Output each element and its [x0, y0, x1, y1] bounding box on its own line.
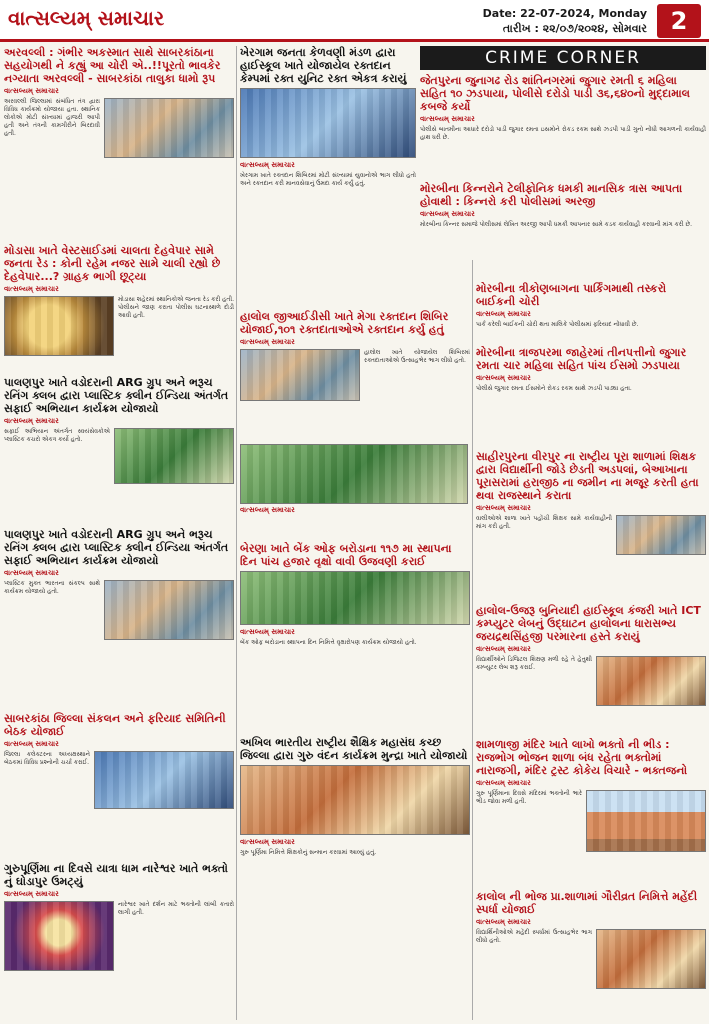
- story-body: બેંક ઓફ બરોડાના સ્થાપના દિન નિમિત્તે વૃક્ષારોપણ કાર્યક્રમ યોજાયો હતો.: [240, 639, 417, 646]
- story-body: વિદ્યાર્થિનીઓએ મહેંદી સ્પર્ધામાં ઉત્સાહભેર ભાગ લીધો હતો.: [476, 929, 592, 944]
- byline: વાત્સલ્યમ્ સમાચાર: [420, 210, 475, 218]
- headline: સાબરકાંઠા જિલ્લા સંકલન અને ફરિયાદ સમિતિની બેઠક યોજાઈ: [4, 712, 226, 738]
- headline: મોરબીના કિન્નરોને ટેલીફોનિક ધમકી માનસિક ત્રાસ આપતા હોવાથી : કિન્નરો કરી પોલીસમાં અરજી: [420, 182, 683, 208]
- story-body: પાર્ક કરેલી બાઈકની ચોરી થતા માલિકે પોલીસમાં ફરિયાદ નોંધાવી છે.: [476, 321, 639, 328]
- crime-corner-banner: CRIME CORNER: [420, 46, 706, 70]
- story-photo: [586, 790, 706, 852]
- story-body: ગુરુ પૂર્ણિમા નિમિત્તે શિક્ષકોનું સન્માન કરવામાં આવ્યું હતું.: [240, 849, 377, 856]
- headline: હાલોલ જીઆઈડીસી ખાતે મેગા રક્તદાન શિબિર યોજાઈ,૧૦૧ રક્તદાતાઓએ રક્તદાન કર્યુ હતું: [240, 310, 449, 336]
- story-body: વિદ્યાર્થીઓને ડિજિટલ શિક્ષણ મળી રહે તે હેતુથી કમ્પ્યુટર લેબ શરૂ કરાઈ.: [476, 656, 592, 671]
- byline: વાત્સલ્યમ્ સમાચાર: [4, 740, 59, 748]
- story-morbi-trajpar: [476, 346, 706, 446]
- story-bank-of-baroda: [240, 542, 470, 672]
- story-photo: [616, 515, 706, 555]
- headline: શામળાજી મંદિર ખાતે લાખો ભક્તો ની ભીડ : રાજભોગ ભોજન શાળા બંધ રહેતા ભક્તોમાં નારાજગી, મંદિર ટ્રસ્ટ કોકેય વિચારે - ભક્તજનો: [476, 738, 688, 777]
- story-halol-blood: [240, 310, 470, 440]
- headline: ખેરગામ જનતા કેળવણી મંડળ દ્વારા હાઈસ્કૂલ ખાતે યોજાયેલ રક્તદાન કેમ્પમાં રક્ત યુનિટ રક્ત એકત્ર કરાયું: [240, 46, 407, 85]
- headline: હાલોલ-ઉજરૂ બુનિયાદી હાઈસ્કૂલ કંજરી ખાતે ICT કમ્પ્યુટર લેબનું ઉદ્ઘાટન હાલોલના ધારાસભ્ય જયદ્રથસિંહજી પરમારના હસ્તે કરાયું: [476, 604, 701, 643]
- byline: વાત્સલ્યમ્ સમાચાર: [476, 374, 531, 382]
- story-photo: [240, 571, 470, 625]
- story-aravalli: [4, 46, 234, 242]
- headline: મોડાસા ખાતે વેસ્ટસાઈડમાં ચાલતા દેહવેપાર સામે જનતા રેડ : કોની રહેમ નજર સામે ચાલી રહ્યો છે દેહવેપાર...? ગ્રાહક ભાગી છૂટ્યા: [4, 244, 221, 283]
- byline: વાત્સલ્યમ્ સમાચાર: [476, 918, 531, 926]
- headline: કાલોલ ની ભોજ પ્રા.શાળામાં ગૌરીવ્રત નિમિત્તે મહેંદી સ્પર્ધા યોજાઈ: [476, 890, 698, 916]
- headline: મોરબીના ત્રીકોણબાગના પાર્કિંગમાથી તસ્કરો બાઈકની ચોરી: [476, 282, 667, 308]
- byline: વાત્સલ્યમ્ સમાચાર: [4, 890, 59, 898]
- story-khergam: [240, 46, 416, 306]
- headline: મોરબીના ત્રાજપરમા જાહેરમાં તીનપત્તીનો જુગાર રમતા ચાર મહિલા સહિત પાંચ ઈસમો ઝડપાયા: [476, 346, 687, 372]
- story-morbi-kinnar: [420, 182, 706, 278]
- story-body: મોરબીના કિન્નર સમાજે પોલીસમાં લેખિત અરજી આપી ધમકી આપનાર સામે કડક કાર્યવાહી કરવાની માંગ કરી છે.: [420, 221, 693, 228]
- byline: વાત્સલ્યમ્ સમાચાર: [476, 645, 531, 653]
- story-shamlaji: [476, 738, 706, 886]
- story-body: પોલીસે જુગાર રમતા ઈસમોને રોકડ રકમ સાથે ઝડપી પાડ્યા હતા.: [476, 385, 632, 392]
- byline: વાત્સલ્યમ્ સમાચાર: [240, 628, 295, 636]
- story-body: અરવલ્લી જિલ્લામાં સંબંધિત તંત્ર દ્વારા વિવિધ કાર્યક્રમો યોજાયા હતા. સ્થાનિક લોકોએ મોટી સંખ્યામાં હાજરી આપી હતી અને તંત્રની કામગીરીને બિરદાવી હતી.: [4, 98, 100, 137]
- column-rule: [472, 260, 473, 1020]
- story-kalol-mehndi: [476, 890, 706, 1020]
- story-photo: [240, 349, 360, 401]
- byline: વાત્સલ્યમ્ સમાચાર: [476, 779, 531, 787]
- story-photo: [4, 296, 114, 356]
- story-palanpur-1: [4, 376, 234, 524]
- newspaper-title: વાત્સલ્યમ્ સમાચાર: [8, 6, 165, 30]
- story-virpur-school: [476, 450, 706, 600]
- story-body: વાલીઓએ શાળા ખાતે પહોંચી શિક્ષક સામે કાર્યવાહીની માંગ કરી હતી.: [476, 515, 612, 530]
- byline: વાત્સલ્યમ્ સમાચાર: [4, 285, 59, 293]
- byline: વાત્સલ્યમ્ સમાચાર: [476, 310, 531, 318]
- story-photo: [240, 765, 470, 835]
- story-morbi-bike-theft: [476, 282, 706, 342]
- date-english: Date: 22-07-2024, Monday: [482, 7, 647, 20]
- story-body: મોડાસા શહેરમાં સ્થાનિકોએ જનતા રેડ કરી હતી. પોલીસને જાણ કરાતા પોલીસ ઘટનાસ્થળે દોડી આવી હતી.: [118, 296, 234, 319]
- byline: વાત્સલ્યમ્ સમાચાર: [240, 838, 295, 846]
- byline: વાત્સલ્યમ્ સમાચાર: [4, 569, 59, 577]
- headline: સાહીરપુરના વીરપુર ના રાષ્ટ્રીય પૂરા શાળામાં શિક્ષક દ્વારા વિદ્યાર્થીની જોડે છેડતી અડપલાં, બેઆખાના પૂરાસરામાં હરાજીઠ ના જમીન ના મજૂર કરતી હતા થવા રાજસ્થાને કરાતા: [476, 450, 699, 502]
- story-body: નારેશ્વર ખાતે દર્શન માટે ભક્તોની લાંબી કતારો લાગી હતી.: [118, 901, 234, 916]
- masthead: [0, 0, 709, 42]
- story-kutch-guru-vandan: [240, 736, 470, 936]
- story-modasa: [4, 244, 234, 372]
- byline: વાત્સલ્યમ્ સમાચાર: [4, 417, 59, 425]
- headline: બેરણા ખાતે બેંક ઓફ બરોડાના ૧૧૭ મા સ્થાપના દિન પાંચ હજાર વૃક્ષો વાવી ઉજવણી કરાઈ: [240, 542, 452, 568]
- story-sabarkantha: [4, 712, 234, 858]
- story-palanpur-photo: [240, 444, 470, 538]
- headline: જેતપુરના જુનાગઢ રોડ શાંતિનગરમાં જુગાર રમતી ૬ મહિલા સહિત ૧૦ ઝડપાયા, પોલીસે દરોડો પાડી ૩૬,૬૪૦નો મુદ્દામાલ કબજે કર્યો: [420, 74, 690, 113]
- byline: વાત્સલ્યમ્ સમાચાર: [476, 504, 531, 512]
- byline: વાત્સલ્યમ્ સમાચાર: [4, 87, 59, 95]
- story-body: પ્લાસ્ટિક મુક્ત ભારતના સંકલ્પ સાથે કાર્યક્રમ યોજાયો હતો.: [4, 580, 100, 595]
- story-body: સફાઈ અભિયાન અંતર્ગત સ્વયંસેવકોએ પ્લાસ્ટિક કચરો એકત્ર કર્યો હતો.: [4, 428, 110, 443]
- page-number: 2: [657, 4, 701, 38]
- story-body: હાલોલ ખાતે યોજાયેલ શિબિરમાં રક્તદાતાઓએ ઉત્સાહભેર ભાગ લીધો હતો.: [364, 349, 470, 364]
- story-photo: [240, 444, 468, 504]
- headline: પાલણપુર ખાતે વડોદરાની ARG ગ્રુપ અને ભરૂચ રનિંગ ક્લબ દ્વારા પ્લાસ્ટિક ક્લીન ઈન્ડિયા અંતર્ગત સફાઈ અભિયાન કાર્યક્રમ યોજાયો: [4, 528, 229, 567]
- headline: અરવલ્લી : ગંભીર અકસ્માત સાથે સાબરકાંઠાના સહયોગથી ને કહ્યું આ ચોરી એ..!!પૂરતો ભાવકેર નગ્યાતા અરવલ્લી - સાબરકાંઠા તાલુકા ધામો રૂપ: [4, 46, 221, 85]
- story-palanpur-2: [4, 528, 234, 708]
- story-photo: [104, 98, 234, 158]
- byline: વાત્સલ્યમ્ સમાચાર: [240, 338, 295, 346]
- story-jetpur-gambling: [420, 74, 706, 178]
- byline: વાત્સલ્યમ્ સમાચાર: [420, 115, 475, 123]
- story-halol-ict-lab: [476, 604, 706, 734]
- story-body: ગુરુ પૂર્ણિમાના દિવસે મંદિરમાં ભક્તોની ભારે ભીડ જોવા મળી હતી.: [476, 790, 582, 805]
- byline: વાત્સલ્યમ્ સમાચાર: [240, 161, 295, 169]
- headline: પાલણપુર ખાતે વડોદરાની ARG ગ્રુપ અને ભરૂચ રનિંગ ક્લબ દ્વારા પ્લાસ્ટિક ક્લીન ઈન્ડિયા અંતર્ગત સફાઈ અભિયાન કાર્યક્રમ યોજાયો: [4, 376, 229, 415]
- date-block: [483, 6, 647, 36]
- date-gujarati: તારીખ : ૨૨/૦૭/૨૦૨૪, સોમવાર: [502, 22, 647, 35]
- byline: વાત્સલ્યમ્ સમાચાર: [240, 506, 295, 514]
- story-photo: [114, 428, 234, 484]
- story-body: પોલીસે બાતમીના આધારે દરોડો પાડી જુગાર રમતા ઇસમોને રોકડ રકમ સાથે ઝડપી પાડી ગુનો નોંધી આગળની કાર્યવાહી હાથ ધરી છે.: [420, 126, 706, 141]
- story-photo: [94, 751, 234, 809]
- headline: અખિલ ભારતીય રાષ્ટ્રીય શૈક્ષિક મહાસંઘ કચ્છ જિલ્લા દ્વારા ગુરુ વંદન કાર્યક્રમ મુન્દ્રા ખાતે યોજાયો: [240, 736, 468, 762]
- story-nareshwar: [4, 862, 234, 1020]
- story-body: જિલ્લા કલેક્ટરના અધ્યક્ષસ્થાને બેઠકમાં વિવિધ પ્રશ્નોની ચર્ચા કરાઈ.: [4, 751, 90, 766]
- headline: ગુરુપૂર્ણિમા ના દિવસે યાત્રા ધામ નારેશ્વર ખાતે ભક્તો નું ઘોડાપુર ઉમટ્યું: [4, 862, 228, 888]
- story-photo: [596, 656, 706, 706]
- story-photo: [240, 88, 416, 158]
- story-photo: [4, 901, 114, 971]
- column-rule: [236, 46, 237, 1020]
- story-body: ખેરગામ ખાતે રક્તદાન શિબિરમાં મોટી સંખ્યામાં યુવાનોએ ભાગ લીધો હતો અને રક્તદાન કરી માનવસેવાનું ઉમદા કાર્ય કર્યું હતું.: [240, 172, 416, 187]
- story-photo: [104, 580, 234, 640]
- story-photo: [596, 929, 706, 989]
